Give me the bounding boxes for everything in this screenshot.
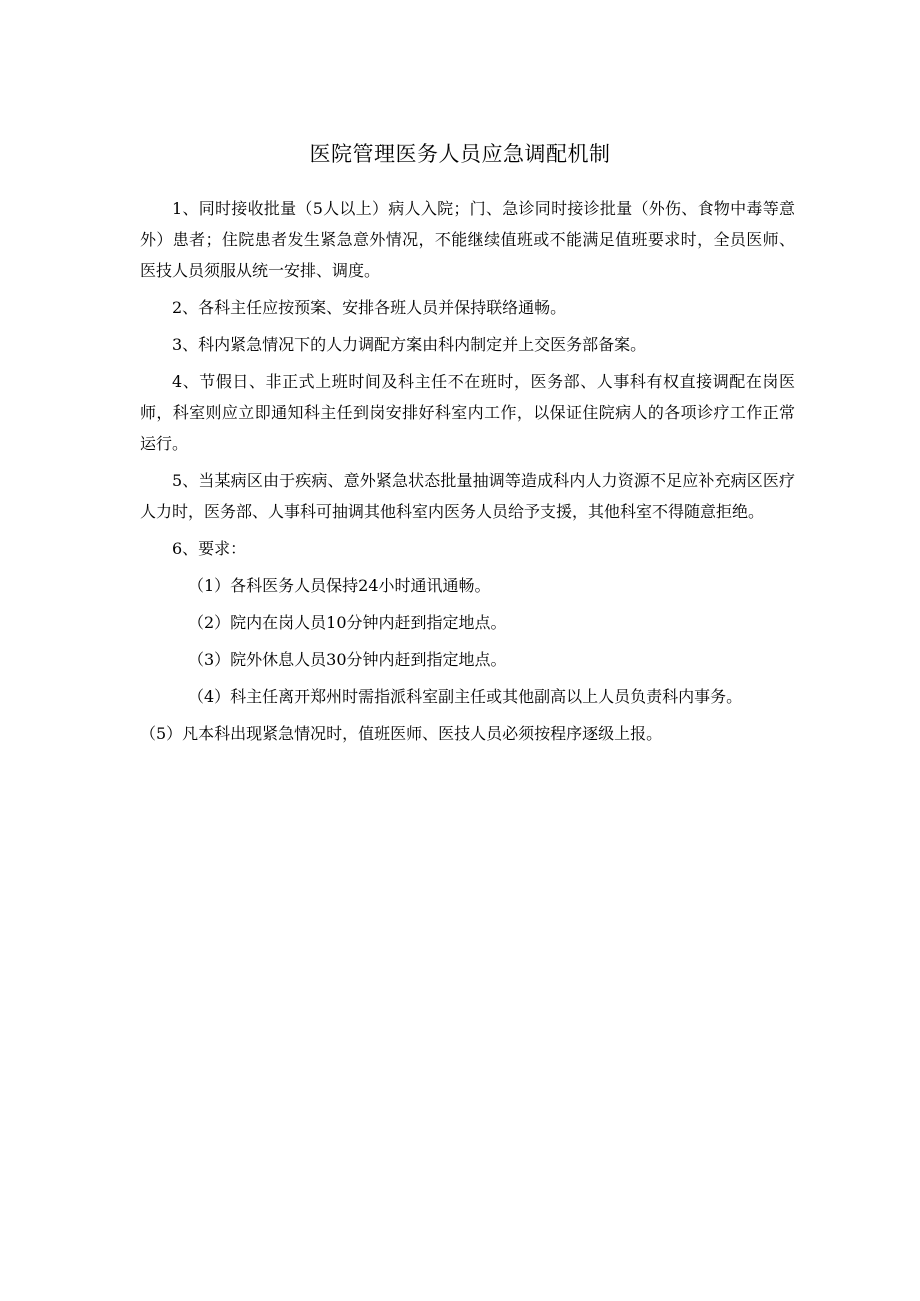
document-title: 医院管理医务人员应急调配机制 <box>309 142 611 166</box>
paragraph-5: 5、当某病区由于疾病、意外紧急状态批量抽调等造成科内人力资源不足应补充病区医疗人力时，医务部、人事科可抽调其他科室内医务人员给予支援，其他科室不得随意拒绝。 <box>140 471 795 521</box>
requirement-item-1: （1）各科医务人员保持24小时通讯通畅。 <box>188 576 491 595</box>
requirement-item-4: （4）科主任离开郑州时需指派科室副主任或其他副高以上人员负责科内事务。 <box>188 687 743 706</box>
requirement-item-5: （5）凡本科出现紧急情况时，值班医师、医技人员必须按程序逐级上报。 <box>140 724 663 743</box>
requirement-item-3: （3）院外休息人员30分钟内赶到指定地点。 <box>188 650 507 669</box>
paragraph-6: 6、要求： <box>172 539 247 558</box>
paragraph-3: 3、科内紧急情况下的人力调配方案由科内制定并上交医务部备案。 <box>172 335 647 354</box>
paragraph-4: 4、节假日、非正式上班时间及科主任不在班时，医务部、人事科有权直接调配在岗医师，科室则应立即通知科主任到岗安排好科室内工作，以保证住院病人的各项诊疗工作正常运行。 <box>140 372 795 453</box>
paragraph-1: 1、同时接收批量（5人以上）病人入院；门、急诊同时接诊批量（外伤、食物中毒等意外）患者；住院患者发生紧急意外情况，不能继续值班或不能满足值班要求时，全员医师、医技人员须服从统一安排、调度。 <box>140 199 795 280</box>
document-body <box>140 193 795 755</box>
paragraph-2: 2、各科主任应按预案、安排各班人员并保持联络通畅。 <box>172 298 567 317</box>
requirement-item-2: （2）院内在岗人员10分钟内赶到指定地点。 <box>188 613 507 632</box>
